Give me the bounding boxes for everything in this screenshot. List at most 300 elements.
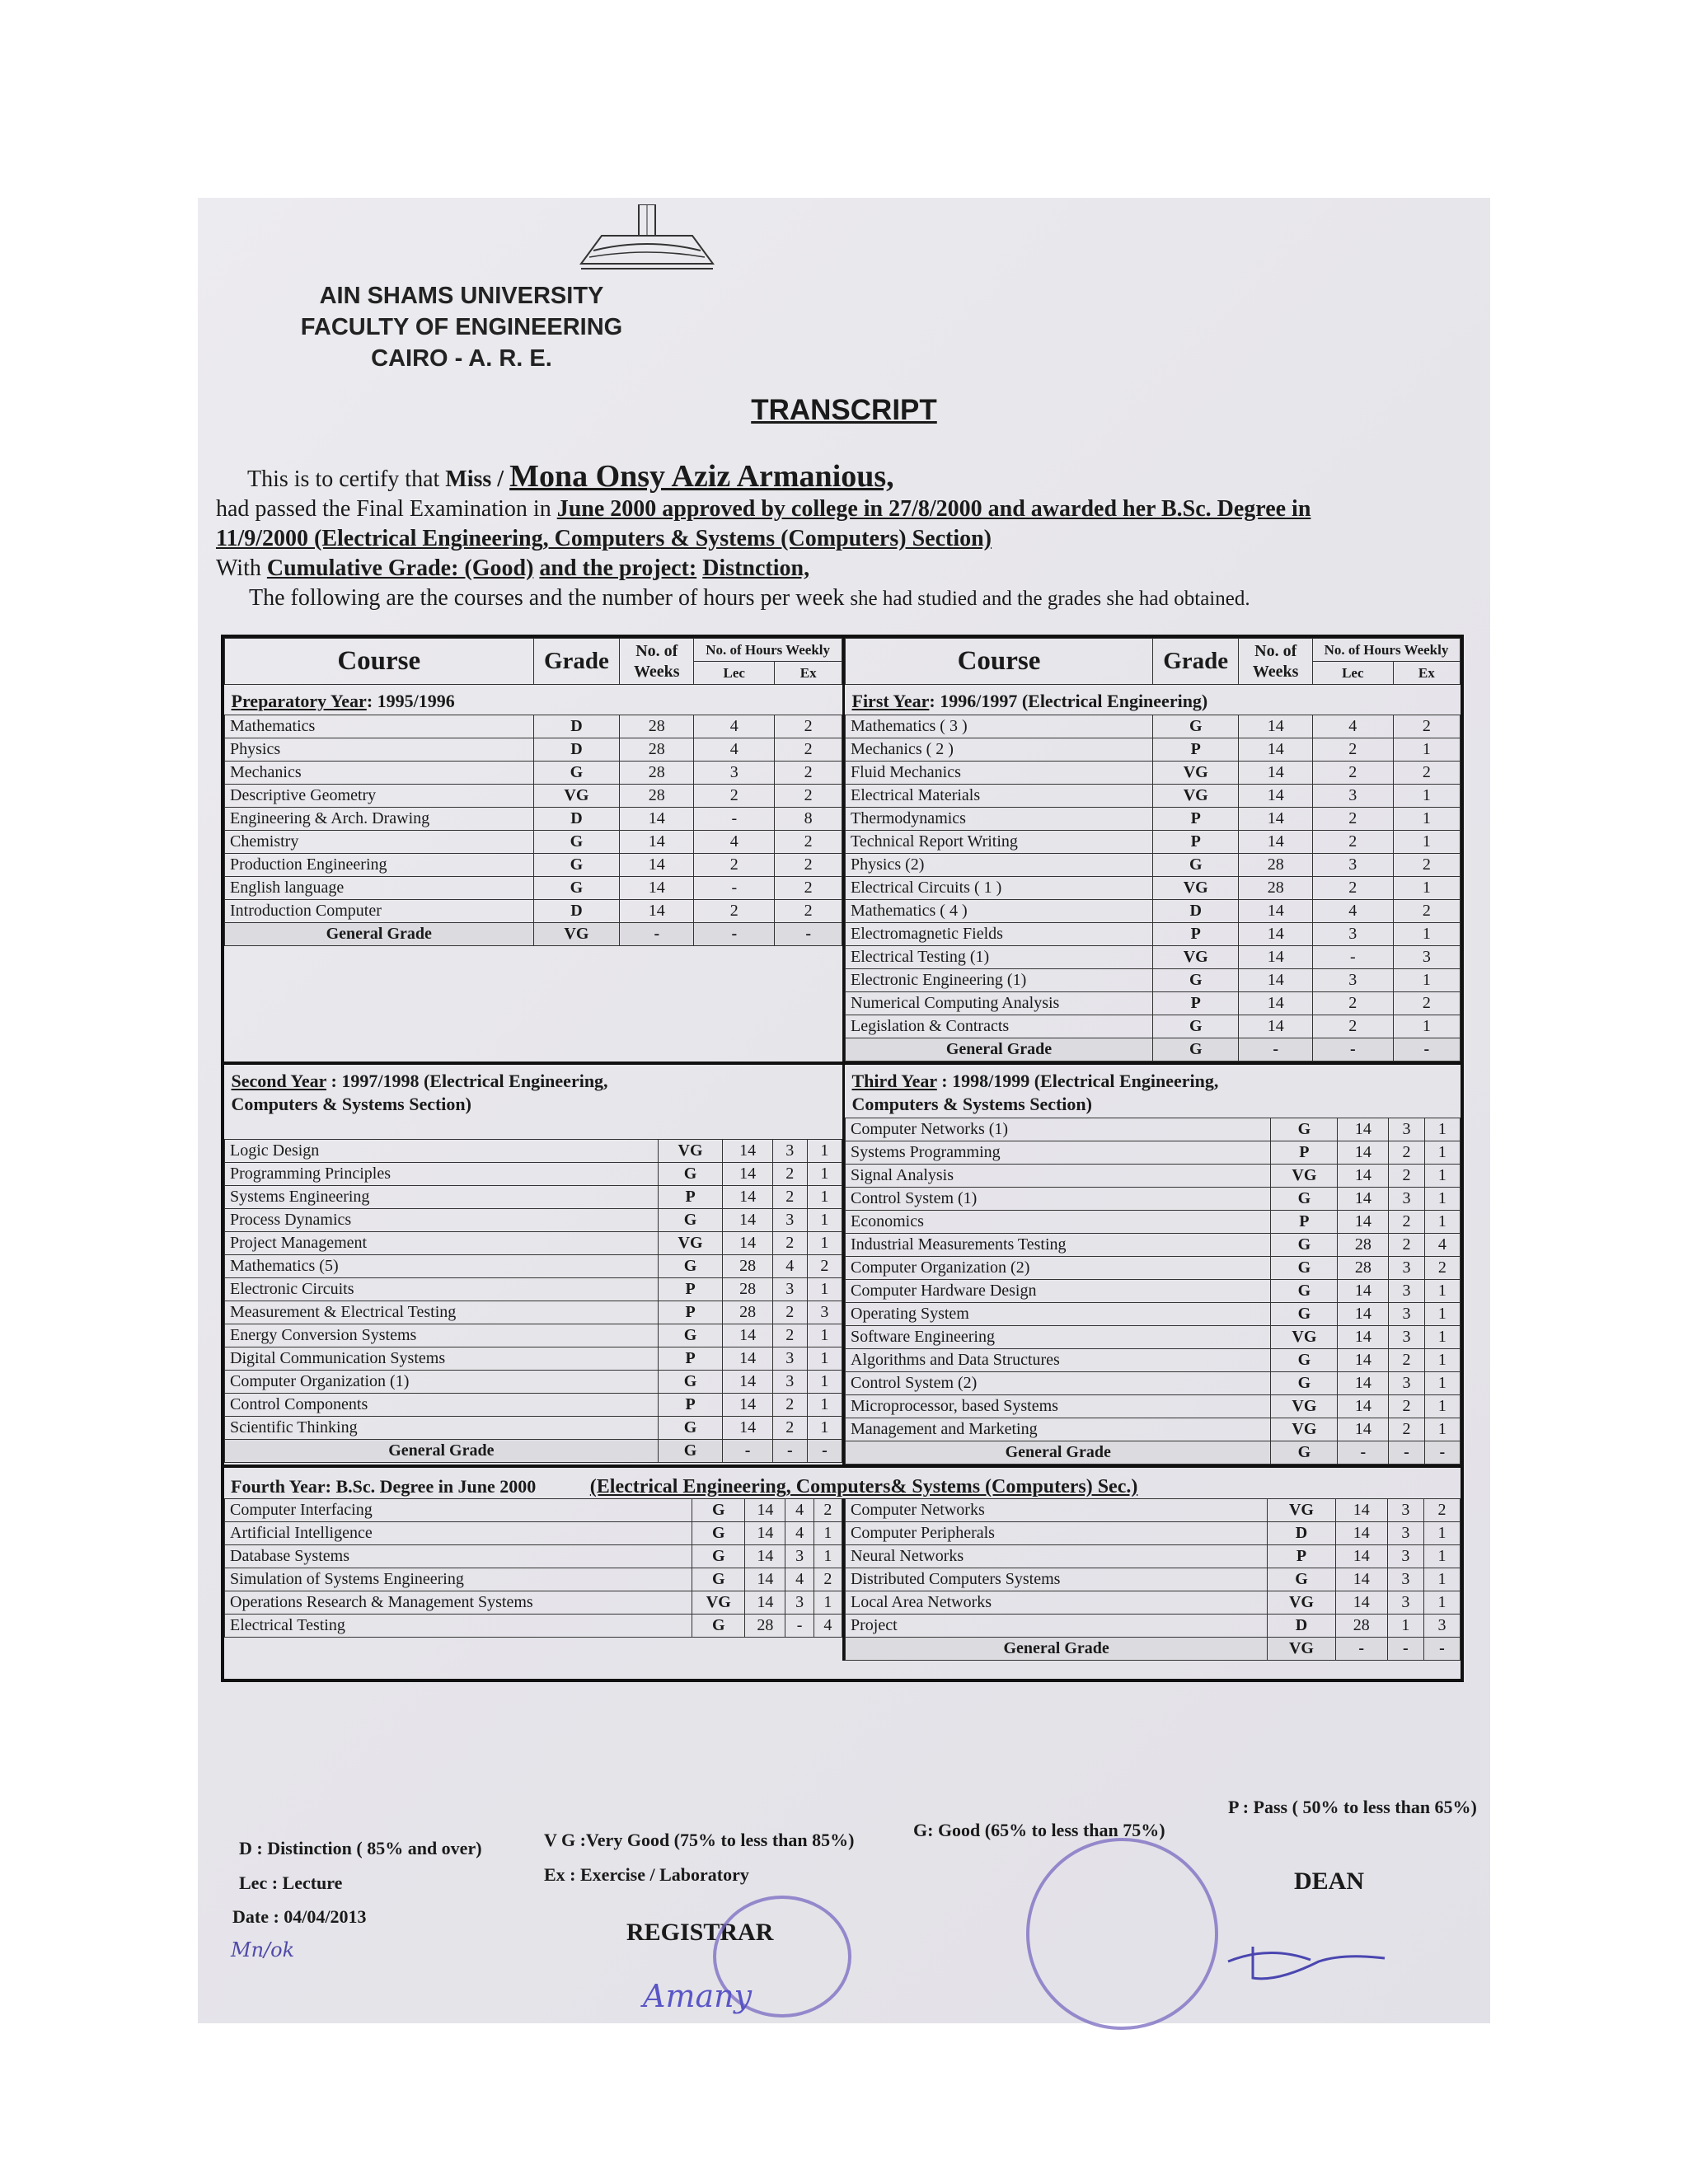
course-name: Industrial Measurements Testing <box>846 1234 1271 1257</box>
course-row <box>225 1417 842 1440</box>
degree-text: 11/9/2000 (Electrical Engineering, Computers & Systems (Computers) Section) <box>216 526 992 551</box>
course-lec-hours: 2 <box>1389 1141 1424 1165</box>
course-ex-hours: 8 <box>775 808 842 831</box>
course-grade: G <box>692 1545 745 1568</box>
course-ex-hours: 2 <box>775 831 842 854</box>
year-heading <box>225 1065 842 1118</box>
course-grade: P <box>1268 1545 1335 1568</box>
course-lec-hours: 3 <box>1312 854 1393 877</box>
course-grade: VG <box>658 1140 723 1163</box>
year-subtitle: Computers & Systems Section) <box>851 1094 1092 1114</box>
intro-text: she had studied and the grades she had obtained. <box>850 588 1250 610</box>
course-ex-hours: 1 <box>1393 923 1460 946</box>
course-grade: P <box>1153 738 1239 762</box>
course-grade: VG <box>1153 946 1239 969</box>
course-weeks: 14 <box>723 1209 772 1232</box>
course-ex-hours: 1 <box>1424 1211 1460 1234</box>
course-lec-hours: 2 <box>1312 808 1393 831</box>
course-ex-hours: 2 <box>807 1255 842 1278</box>
course-weeks: 14 <box>620 831 694 854</box>
intro-text: and the project: <box>539 555 697 581</box>
course-row <box>846 1499 1461 1522</box>
year-title: Third Year <box>851 1071 937 1091</box>
course-grade: G <box>1153 854 1239 877</box>
course-name: Electrical Materials <box>846 785 1153 808</box>
course-lec-hours: 3 <box>1312 969 1393 992</box>
ex-column-header: Ex <box>775 662 842 685</box>
course-weeks: 14 <box>1239 762 1313 785</box>
course-weeks: 14 <box>1335 1591 1387 1615</box>
general-grade-label: General Grade <box>225 1440 659 1463</box>
course-weeks: 14 <box>723 1186 772 1209</box>
year-title: Preparatory Year <box>231 691 367 711</box>
course-name: Control Components <box>225 1394 659 1417</box>
course-weeks: 14 <box>620 900 694 923</box>
course-grade: G <box>658 1324 723 1347</box>
university-logo <box>569 204 725 279</box>
course-row <box>846 738 1461 762</box>
course-name: Digital Communication Systems <box>225 1347 659 1371</box>
lec-column-header: Lec <box>694 662 775 685</box>
course-grade: G <box>692 1522 745 1545</box>
general-weeks: - <box>1239 1038 1313 1062</box>
course-lec-hours: 3 <box>1312 923 1393 946</box>
course-row <box>225 877 842 900</box>
course-name: Numerical Computing Analysis <box>846 992 1153 1015</box>
general-grade: VG <box>1268 1638 1335 1661</box>
general-lec: - <box>772 1440 807 1463</box>
course-row <box>846 1188 1461 1211</box>
course-grade: D <box>533 715 620 738</box>
course-name: Chemistry <box>225 831 534 854</box>
course-grade: D <box>533 900 620 923</box>
course-grade: G <box>1271 1118 1338 1141</box>
year-heading <box>225 685 842 715</box>
course-grade: P <box>1153 808 1239 831</box>
course-ex-hours: 2 <box>814 1499 842 1522</box>
course-row <box>225 1278 842 1301</box>
course-name: Production Engineering <box>225 854 534 877</box>
general-grade-label: General Grade <box>846 1441 1271 1465</box>
course-ex-hours: 2 <box>1393 900 1460 923</box>
middle-band <box>224 1062 1461 1465</box>
course-weeks: 14 <box>1239 992 1313 1015</box>
course-grade: VG <box>658 1232 723 1255</box>
course-name: Energy Conversion Systems <box>225 1324 659 1347</box>
course-row <box>225 1394 842 1417</box>
year-heading-row <box>225 685 842 715</box>
course-lec-hours: 2 <box>772 1232 807 1255</box>
course-ex-hours: 1 <box>1424 1165 1460 1188</box>
course-name: Mathematics ( 3 ) <box>846 715 1153 738</box>
course-lec-hours: 4 <box>694 831 775 854</box>
course-name: Artificial Intelligence <box>225 1522 692 1545</box>
course-name: Computer Organization (1) <box>225 1371 659 1394</box>
course-lec-hours: 2 <box>1312 1015 1393 1038</box>
grades-table <box>221 635 1464 1682</box>
course-name: Distributed Computers Systems <box>846 1568 1268 1591</box>
dean-signature <box>1220 1937 1409 1986</box>
general-weeks: - <box>620 923 694 946</box>
course-grade: VG <box>1153 762 1239 785</box>
course-row <box>225 1163 842 1186</box>
course-ex-hours: 2 <box>775 900 842 923</box>
course-lec-hours: 2 <box>694 900 775 923</box>
course-ex-hours: 1 <box>807 1186 842 1209</box>
course-ex-hours: 1 <box>1423 1591 1460 1615</box>
course-row <box>846 1280 1461 1303</box>
course-weeks: 14 <box>1338 1303 1389 1326</box>
course-lec-hours: 3 <box>1389 1257 1424 1280</box>
course-ex-hours: 1 <box>814 1545 842 1568</box>
course-grade: G <box>1271 1257 1338 1280</box>
course-name: Electrical Circuits ( 1 ) <box>846 877 1153 900</box>
course-weeks: 14 <box>745 1591 785 1615</box>
course-row <box>846 1015 1461 1038</box>
course-grade: VG <box>1271 1326 1338 1349</box>
course-name: Computer Networks (1) <box>846 1118 1271 1141</box>
course-ex-hours: 1 <box>1424 1372 1460 1395</box>
course-grade: VG <box>1153 877 1239 900</box>
course-weeks: 14 <box>620 854 694 877</box>
course-grade: G <box>1271 1280 1338 1303</box>
course-grade: P <box>1153 992 1239 1015</box>
course-row <box>225 900 842 923</box>
course-name: Signal Analysis <box>846 1165 1271 1188</box>
course-grade: G <box>1153 1015 1239 1038</box>
course-weeks: 14 <box>1239 738 1313 762</box>
course-lec-hours: 4 <box>694 715 775 738</box>
year-title: Fourth Year: B.Sc. Degree in June 2000 <box>231 1476 537 1497</box>
general-grade: VG <box>533 923 620 946</box>
course-grade: G <box>658 1371 723 1394</box>
course-grade: P <box>1153 923 1239 946</box>
course-name: Computer Hardware Design <box>846 1280 1271 1303</box>
course-lec-hours: 4 <box>785 1522 814 1545</box>
course-ex-hours: 2 <box>1423 1499 1460 1522</box>
general-grade: G <box>1271 1441 1338 1465</box>
year-heading <box>846 685 1461 715</box>
registrar-signature: Amany <box>643 1978 753 2014</box>
course-lec-hours: 2 <box>772 1163 807 1186</box>
course-ex-hours: 1 <box>807 1278 842 1301</box>
course-ex-hours: 1 <box>1424 1349 1460 1372</box>
course-weeks: 14 <box>1338 1165 1389 1188</box>
initials: Mn/ok <box>231 1938 295 1961</box>
course-lec-hours: 2 <box>1312 877 1393 900</box>
lec-column-header: Lec <box>1312 662 1393 685</box>
intro-line-3 <box>216 524 1469 554</box>
course-row <box>225 1522 842 1545</box>
course-row <box>846 715 1461 738</box>
course-weeks: 14 <box>1338 1141 1389 1165</box>
course-ex-hours: 1 <box>807 1232 842 1255</box>
course-lec-hours: 2 <box>772 1324 807 1347</box>
course-row <box>225 785 842 808</box>
course-ex-hours: 1 <box>1424 1141 1460 1165</box>
year-heading-row <box>846 1065 1461 1118</box>
course-row <box>846 831 1461 854</box>
course-lec-hours: 1 <box>1387 1615 1423 1638</box>
course-grade: G <box>1268 1568 1335 1591</box>
course-row <box>225 1591 842 1615</box>
course-row <box>225 1255 842 1278</box>
course-weeks: 14 <box>745 1499 785 1522</box>
fourth-year-left-block <box>224 1498 842 1638</box>
course-row <box>846 1522 1461 1545</box>
course-lec-hours: 3 <box>785 1545 814 1568</box>
general-grade-row <box>846 1038 1461 1062</box>
blank-row <box>225 968 842 989</box>
course-lec-hours: 4 <box>694 738 775 762</box>
course-name: Mathematics <box>225 715 534 738</box>
year-subtitle: : 1998/1999 (Electrical Engineering, <box>936 1071 1219 1091</box>
course-ex-hours: 3 <box>1423 1615 1460 1638</box>
course-name: Simulation of Systems Engineering <box>225 1568 692 1591</box>
course-name: Measurement & Electrical Testing <box>225 1301 659 1324</box>
course-name: Technical Report Writing <box>846 831 1153 854</box>
course-name: Computer Networks <box>846 1499 1268 1522</box>
course-ex-hours: 1 <box>1393 785 1460 808</box>
course-weeks: 14 <box>723 1140 772 1163</box>
course-ex-hours: 1 <box>807 1417 842 1440</box>
course-ex-hours: 1 <box>1424 1118 1460 1141</box>
page-title: TRANSCRIPT <box>751 394 937 426</box>
course-grade: P <box>658 1394 723 1417</box>
general-ex: - <box>807 1440 842 1463</box>
year-heading-row <box>225 1065 842 1118</box>
course-lec-hours: 4 <box>785 1499 814 1522</box>
course-weeks: 14 <box>1239 900 1313 923</box>
course-name: English language <box>225 877 534 900</box>
course-ex-hours: 3 <box>1393 946 1460 969</box>
course-name: Programming Principles <box>225 1163 659 1186</box>
weeks-column-header: No. of Weeks <box>620 639 694 685</box>
course-weeks: 14 <box>1239 946 1313 969</box>
course-row <box>225 1499 842 1522</box>
course-lec-hours: 2 <box>772 1301 807 1324</box>
course-ex-hours: 1 <box>1393 877 1460 900</box>
course-weeks: 14 <box>1239 831 1313 854</box>
course-grade: G <box>692 1615 745 1638</box>
course-lec-hours: 2 <box>772 1394 807 1417</box>
course-lec-hours: - <box>785 1615 814 1638</box>
course-row <box>225 1545 842 1568</box>
legend-good: G: Good (65% to less than 75%) <box>913 1820 1165 1840</box>
course-ex-hours: 1 <box>1393 831 1460 854</box>
year-subtitle: Computers & Systems Section) <box>231 1094 471 1114</box>
course-row <box>846 1165 1461 1188</box>
intro-text: With <box>216 555 261 581</box>
course-lec-hours: 2 <box>1312 992 1393 1015</box>
course-row <box>846 1349 1461 1372</box>
course-row <box>846 1418 1461 1441</box>
course-column-header: Course <box>846 639 1153 685</box>
course-row <box>225 1301 842 1324</box>
course-grade: P <box>1153 831 1239 854</box>
hours-column-header: No. of Hours Weekly <box>1312 639 1460 662</box>
course-weeks: 14 <box>723 1324 772 1347</box>
course-name: Computer Interfacing <box>225 1499 692 1522</box>
course-lec-hours: 3 <box>1389 1326 1424 1349</box>
course-weeks: 14 <box>723 1163 772 1186</box>
course-lec-hours: 3 <box>772 1209 807 1232</box>
course-grade: G <box>533 831 620 854</box>
course-name: Control System (1) <box>846 1188 1271 1211</box>
course-row <box>846 1257 1461 1280</box>
legend-lecture: Lec : Lecture <box>239 1872 343 1893</box>
course-ex-hours: 1 <box>1424 1418 1460 1441</box>
course-row <box>846 762 1461 785</box>
grade-column-header: Grade <box>533 639 620 685</box>
course-weeks: 28 <box>723 1301 772 1324</box>
course-weeks: 14 <box>1338 1188 1389 1211</box>
course-name: Electromagnetic Fields <box>846 923 1153 946</box>
course-grade: D <box>1153 900 1239 923</box>
year-heading-row <box>846 685 1461 715</box>
course-row <box>225 854 842 877</box>
course-name: Electrical Testing (1) <box>846 946 1153 969</box>
course-ex-hours: 1 <box>1393 969 1460 992</box>
course-row <box>225 808 842 831</box>
course-lec-hours: 2 <box>1389 1418 1424 1441</box>
course-ex-hours: 3 <box>807 1301 842 1324</box>
general-grade-row <box>846 1638 1461 1661</box>
course-weeks: 14 <box>745 1545 785 1568</box>
general-lec: - <box>1387 1638 1423 1661</box>
certification-text <box>216 459 1469 614</box>
course-ex-hours: 1 <box>807 1209 842 1232</box>
course-lec-hours: 3 <box>1389 1118 1424 1141</box>
course-name: Systems Programming <box>846 1141 1271 1165</box>
registrar-label: REGISTRAR <box>626 1919 774 1946</box>
preparatory-year-block <box>224 638 842 1053</box>
course-grade: VG <box>1271 1395 1338 1418</box>
course-ex-hours: 1 <box>807 1371 842 1394</box>
course-row <box>846 1395 1461 1418</box>
course-weeks: 28 <box>620 785 694 808</box>
course-grade: G <box>658 1417 723 1440</box>
course-name: Computer Peripherals <box>846 1522 1268 1545</box>
intro-line-5 <box>216 583 1469 614</box>
course-row <box>846 992 1461 1015</box>
course-ex-hours: 1 <box>1423 1522 1460 1545</box>
general-grade-label: General Grade <box>225 923 534 946</box>
course-grade: G <box>658 1255 723 1278</box>
course-ex-hours: 1 <box>807 1140 842 1163</box>
course-row <box>225 1324 842 1347</box>
course-ex-hours: 1 <box>1424 1280 1460 1303</box>
course-name: Microprocessor, based Systems <box>846 1395 1271 1418</box>
course-ex-hours: 1 <box>1424 1188 1460 1211</box>
transcript-paper <box>198 198 1490 2023</box>
course-ex-hours: 1 <box>807 1394 842 1417</box>
course-grade: P <box>658 1278 723 1301</box>
intro-line-2 <box>216 494 1469 524</box>
course-lec-hours: 2 <box>1389 1165 1424 1188</box>
fourth-year-right-block <box>842 1498 1461 1661</box>
course-row <box>846 946 1461 969</box>
course-name: Project <box>846 1615 1268 1638</box>
student-name: Mona Onsy Aziz Armanious, <box>509 459 894 494</box>
course-lec-hours: 3 <box>694 762 775 785</box>
general-lec: - <box>1312 1038 1393 1062</box>
course-name: Scientific Thinking <box>225 1417 659 1440</box>
course-ex-hours: 4 <box>1424 1234 1460 1257</box>
course-name: Electronic Engineering (1) <box>846 969 1153 992</box>
general-grade: G <box>658 1440 723 1463</box>
course-weeks: 28 <box>1239 877 1313 900</box>
course-lec-hours: 3 <box>772 1140 807 1163</box>
course-name: Physics <box>225 738 534 762</box>
fourth-year-heading <box>224 1468 1461 1498</box>
course-name: Mathematics ( 4 ) <box>846 900 1153 923</box>
course-name: Economics <box>846 1211 1271 1234</box>
course-lec-hours: 3 <box>1387 1499 1423 1522</box>
course-ex-hours: 1 <box>1424 1326 1460 1349</box>
course-weeks: 28 <box>1335 1615 1387 1638</box>
general-grade-label: General Grade <box>846 1038 1153 1062</box>
course-lec-hours: 2 <box>694 854 775 877</box>
course-weeks: 14 <box>620 808 694 831</box>
course-name: Management and Marketing <box>846 1418 1271 1441</box>
legend-very-good: V G :Very Good (75% to less than 85%) <box>544 1830 855 1850</box>
general-grade-row <box>225 923 842 946</box>
course-name: Fluid Mechanics <box>846 762 1153 785</box>
course-name: Physics (2) <box>846 854 1153 877</box>
course-ex-hours: 2 <box>775 715 842 738</box>
course-weeks: 14 <box>1338 1211 1389 1234</box>
course-row <box>846 900 1461 923</box>
course-grade: G <box>533 854 620 877</box>
course-name: Operating System <box>846 1303 1271 1326</box>
year-heading <box>846 1065 1461 1118</box>
course-row <box>846 785 1461 808</box>
course-name: Software Engineering <box>846 1326 1271 1349</box>
course-grade: P <box>658 1301 723 1324</box>
course-grade: VG <box>1271 1418 1338 1441</box>
course-row <box>846 854 1461 877</box>
course-weeks: 14 <box>723 1232 772 1255</box>
weeks-column-header: No. of Weeks <box>1239 639 1313 685</box>
third-year-block <box>842 1065 1461 1465</box>
course-row <box>846 1141 1461 1165</box>
course-grade: G <box>533 762 620 785</box>
course-name: Control System (2) <box>846 1372 1271 1395</box>
course-grade: G <box>1271 1372 1338 1395</box>
course-ex-hours: 2 <box>1393 854 1460 877</box>
course-name: Mathematics (5) <box>225 1255 659 1278</box>
course-weeks: 28 <box>1338 1234 1389 1257</box>
general-grade-row <box>225 1440 842 1463</box>
course-name: Database Systems <box>225 1545 692 1568</box>
course-weeks: 14 <box>1338 1395 1389 1418</box>
course-grade: VG <box>692 1591 745 1615</box>
course-grade: VG <box>1268 1591 1335 1615</box>
course-name: Introduction Computer <box>225 900 534 923</box>
general-lec: - <box>1389 1441 1424 1465</box>
course-lec-hours: 4 <box>1312 715 1393 738</box>
course-weeks: 28 <box>723 1278 772 1301</box>
column-header-row <box>846 639 1461 662</box>
city-name: CAIRO - A. R. E. <box>371 345 552 372</box>
course-grade: G <box>658 1163 723 1186</box>
course-name: Process Dynamics <box>225 1209 659 1232</box>
intro-text: The following are the courses and the number of hours per week <box>249 585 845 611</box>
year-title: First Year <box>851 691 930 711</box>
column-header-row <box>225 639 842 662</box>
course-row <box>846 1326 1461 1349</box>
